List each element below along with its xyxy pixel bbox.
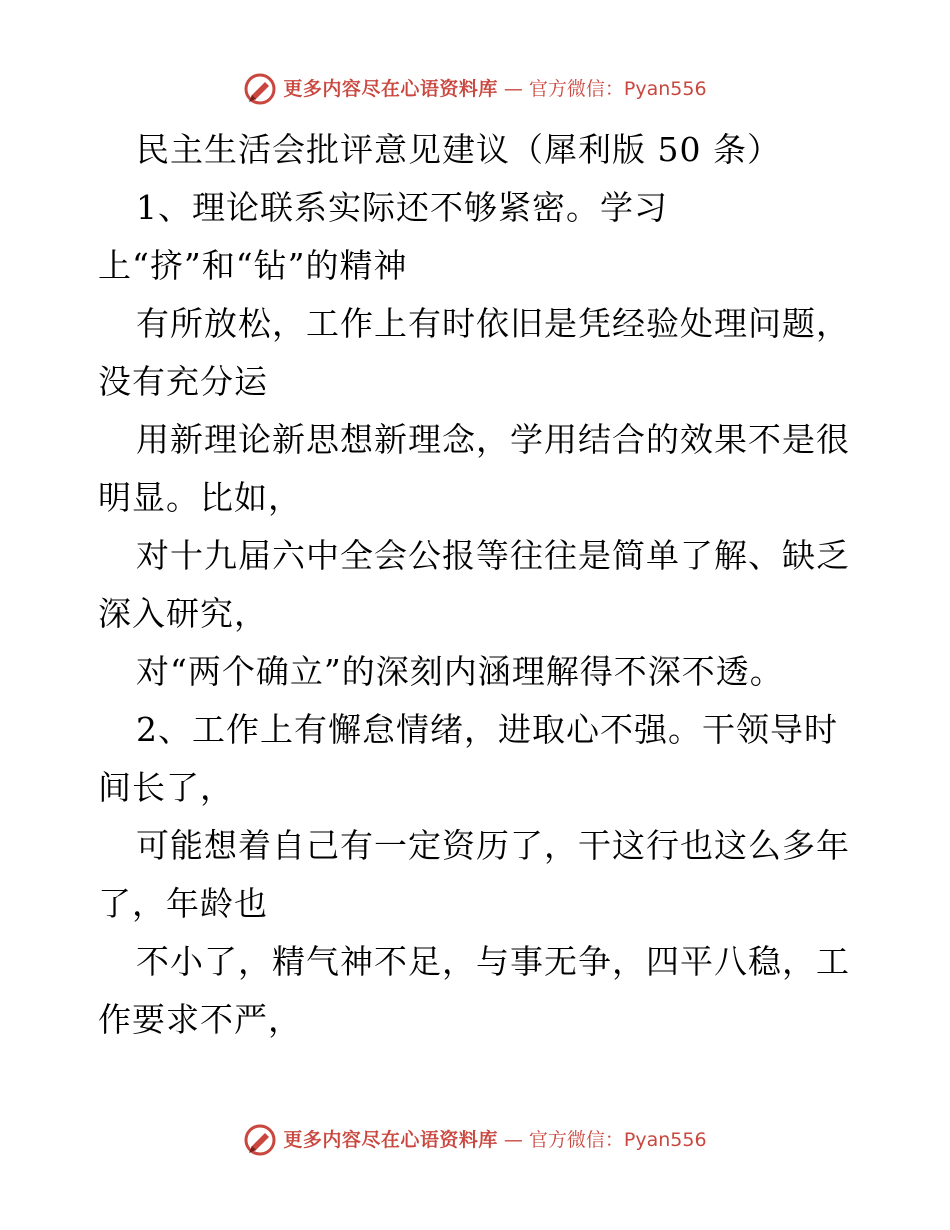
text-line: 对“两个确立”的深刻内涵理解得不深不透。 [136, 652, 784, 691]
text-line: 有所放松，工作上有时依旧是凭经验处理问题， [136, 304, 850, 343]
text-line: 没有充分运 [98, 362, 268, 401]
text-line: 1、理论联系实际还不够紧密。学习 [136, 188, 668, 227]
watermark-title: 更多内容尽在心语资料库 [283, 78, 498, 100]
text-line: 了，年龄也 [98, 884, 268, 923]
text-line: 2、工作上有懈怠情绪，进取心不强。干领导时 [136, 710, 838, 749]
footer-watermark [0, 1123, 950, 1157]
text-line: 可能想着自己有一定资历了，干这行也这么多年 [136, 826, 850, 865]
header-watermark [0, 72, 950, 106]
text-line: 深入研究， [98, 594, 268, 633]
text-line: 上“挤”和“钻”的精神 [98, 246, 408, 285]
pen-circle-logo-icon [243, 1123, 277, 1157]
watermark-dash: — [503, 78, 523, 100]
text-line: 明显。比如， [98, 478, 302, 517]
text-line: 不小了，精气神不足，与事无争，四平八稳，工 [136, 942, 850, 981]
watermark-wechat: 官方微信：Pyan556 [528, 1129, 707, 1151]
watermark-title: 更多内容尽在心语资料库 [283, 1129, 498, 1151]
document-title: 民主生活会批评意见建议（犀利版 50 条） [136, 130, 781, 169]
text-line: 间长了， [98, 768, 234, 807]
watermark-wechat: 官方微信：Pyan556 [528, 78, 707, 100]
watermark-dash: — [503, 1129, 523, 1151]
document-body [98, 121, 858, 1049]
text-line: 作要求不严， [98, 1000, 302, 1039]
text-line: 用新理论新思想新理念，学用结合的效果不是很 [136, 420, 850, 459]
pen-circle-logo-icon [243, 72, 277, 106]
text-line: 对十九届六中全会公报等往往是简单了解、缺乏 [136, 536, 850, 575]
